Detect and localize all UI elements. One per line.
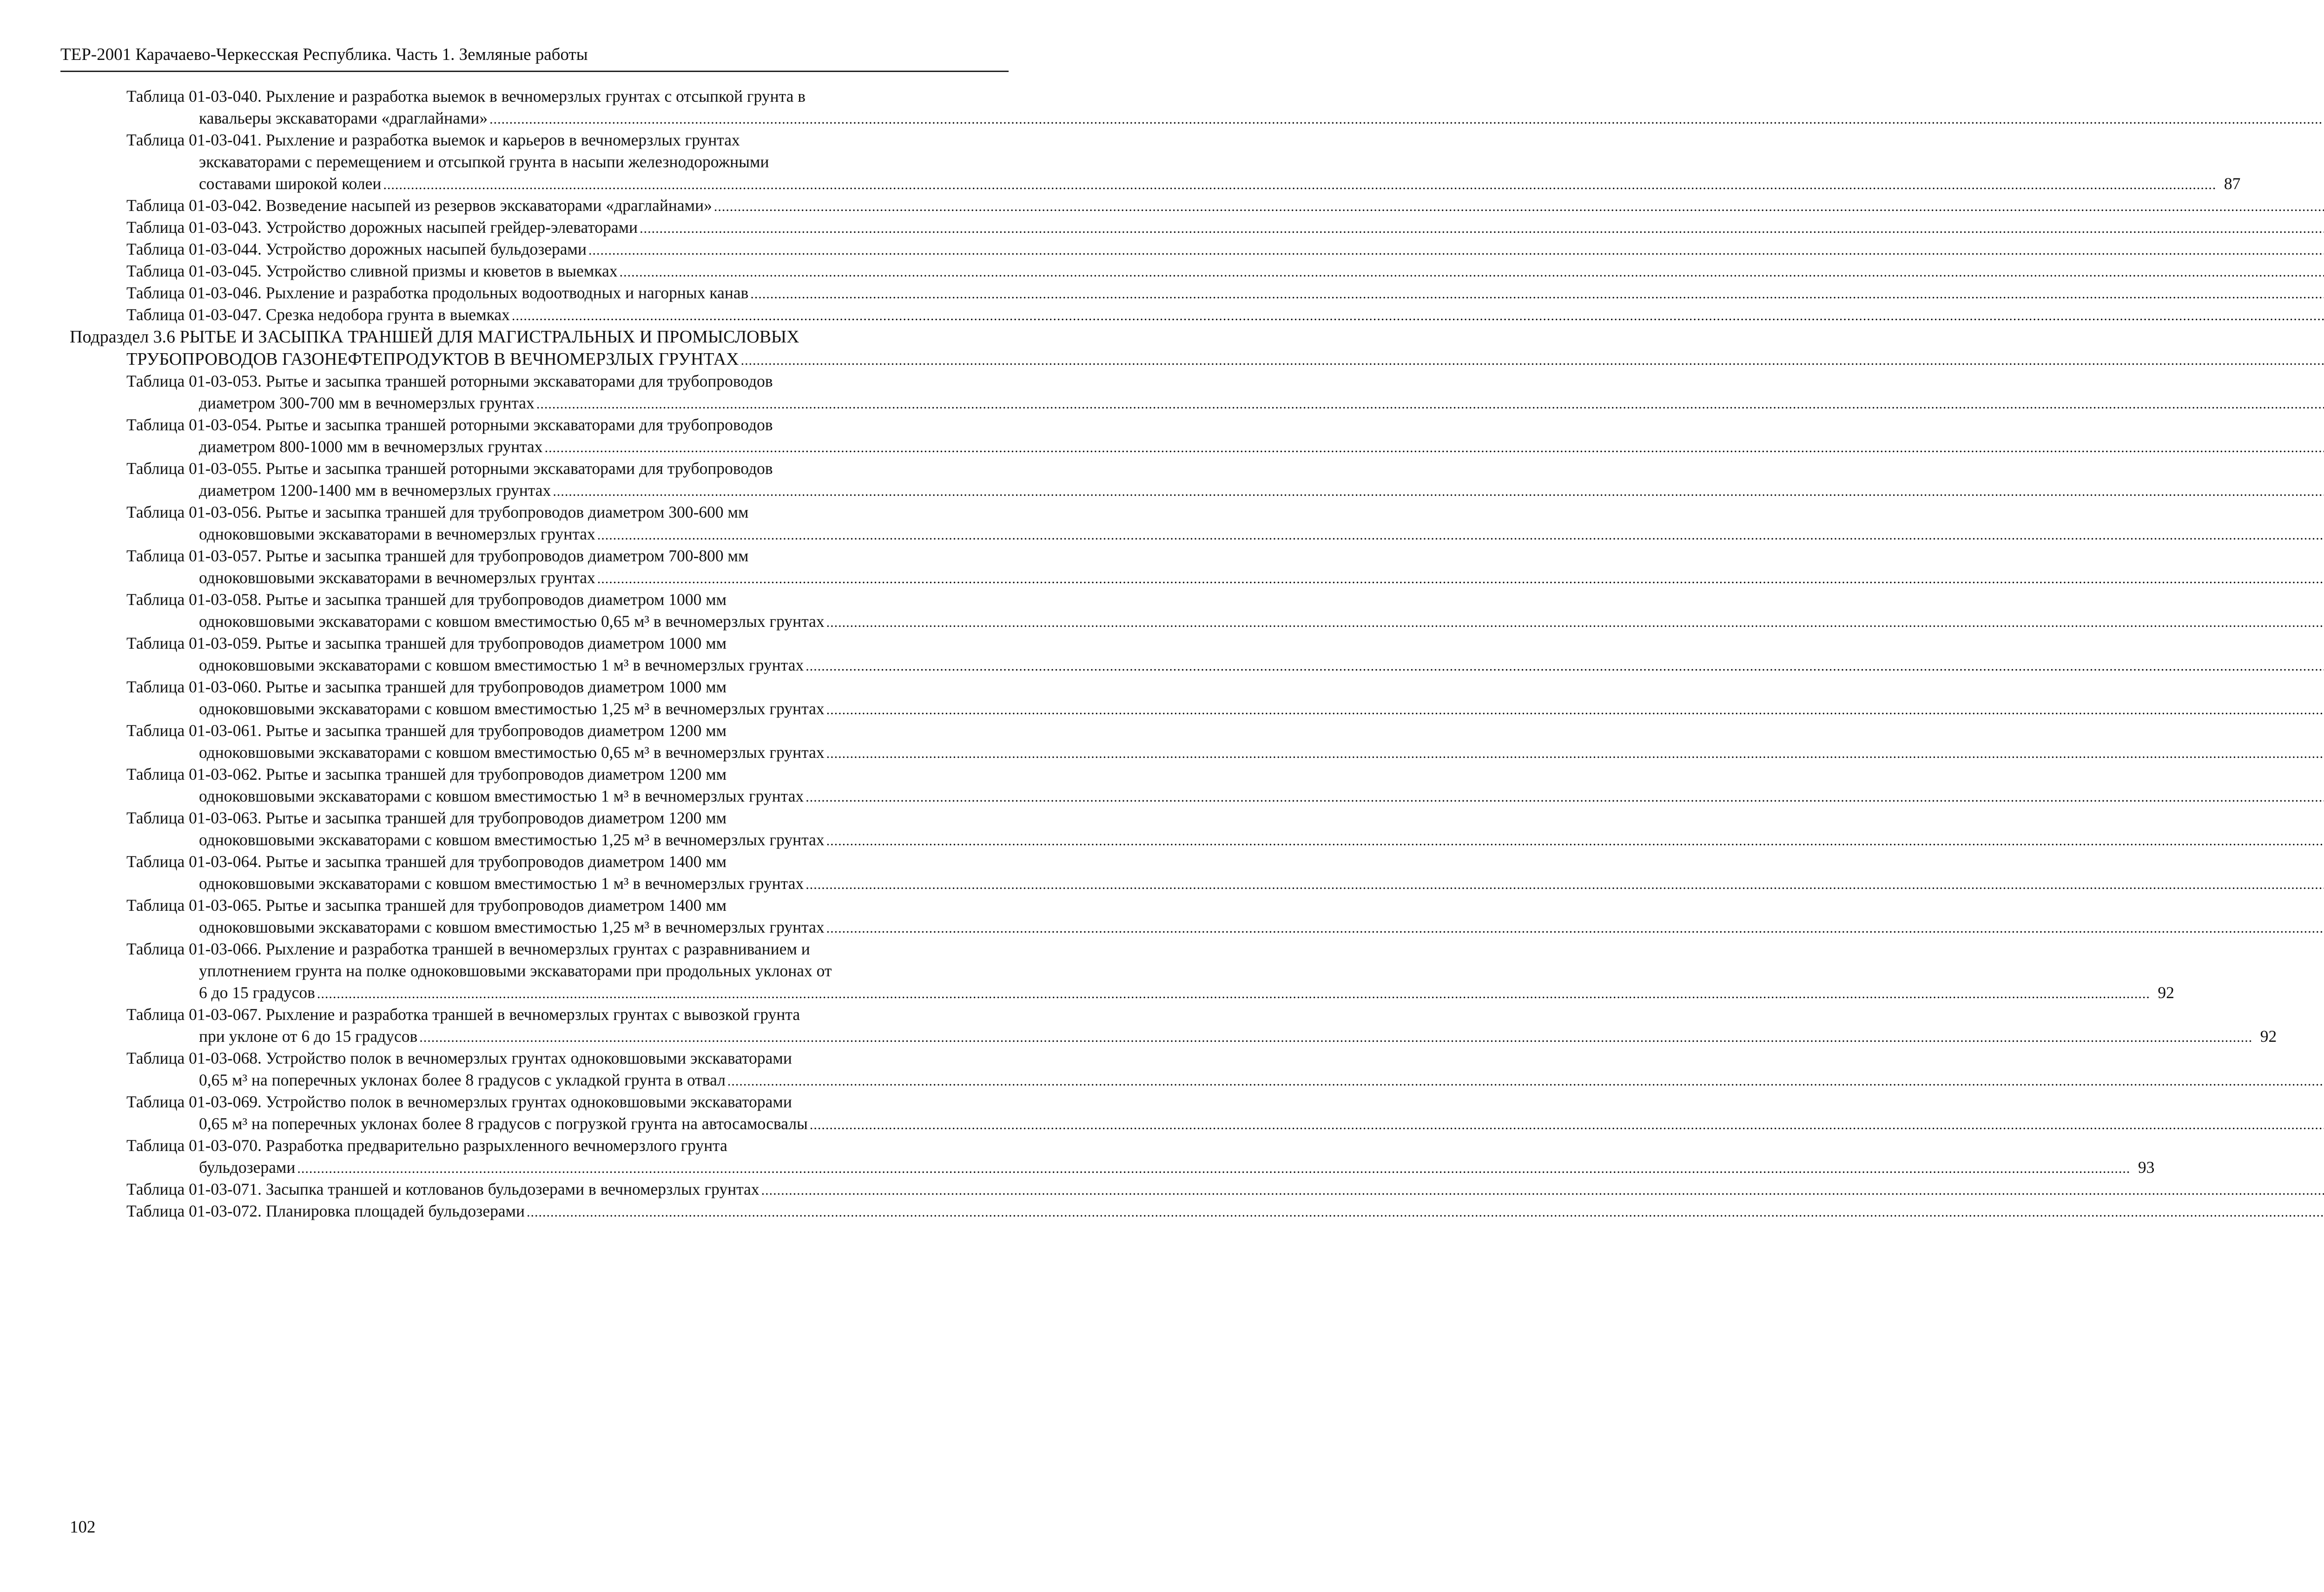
dot-leader (620, 261, 2324, 283)
toc-entry-line (0, 480, 1203, 501)
toc-table-entry[interactable] (0, 1004, 2277, 1047)
toc-entry-text: диаметром 300-700 мм в вечномерзлых грунтах (199, 394, 535, 412)
dot-leader (826, 612, 2324, 633)
toc-table-entry[interactable] (0, 895, 1098, 938)
toc-entry-line (0, 1157, 2155, 1178)
toc-entry-text: Таблица 01-03-044. Устройство дорожных насыпей бульдозерами (126, 240, 587, 258)
toc-entry-text: ТРУБОПРОВОДОВ ГАЗОНЕФТЕПРОДУКТОВ В ВЕЧНОМЕРЗЛЫХ ГРУНТАХ (126, 349, 739, 369)
toc-entry-text: Таблица 01-03-070. Разработка предварительно разрыхленного вечномерзлого грунта (126, 1136, 727, 1155)
toc-table-entry[interactable] (0, 1200, 1098, 1222)
toc-table-entry[interactable] (0, 1135, 2155, 1178)
dot-leader (750, 283, 2324, 305)
dot-leader (588, 239, 2324, 261)
toc-entry-text: Таблица 01-03-046. Рыхление и разработка продольных водоотводных и нагорных канав (126, 283, 749, 302)
toc-table-entry[interactable] (0, 129, 2241, 195)
toc-entry-line (0, 151, 1098, 173)
toc-entry-line (0, 370, 1098, 392)
toc-entry-text: составами широкой колеи (199, 174, 382, 193)
toc-entry-text: Таблица 01-03-066. Рыхление и разработка траншей в вечномерзлых грунтах с разравниванием и (126, 940, 810, 958)
toc-entry-line (0, 195, 1130, 217)
toc-entry-line (0, 720, 1098, 742)
toc-entry-text: Таблица 01-03-063. Рытье и засыпка траншей для трубопроводов диаметром 1200 мм (126, 809, 727, 827)
dot-leader (597, 524, 2324, 546)
toc-table-entry[interactable] (0, 217, 1098, 238)
toc-entry-line (0, 676, 1098, 698)
toc-table-entry[interactable] (0, 851, 1098, 895)
toc-entry-text: Таблица 01-03-047. Срезка недобора грунта в выемках (126, 305, 510, 324)
toc-entry-text: Подраздел 3.6 РЫТЬЕ И ЗАСЫПКА ТРАНШЕЙ ДЛЯ МАГИСТРАЛЬНЫХ И ПРОМЫСЛОВЫХ (70, 327, 799, 347)
toc-entry-text: Таблица 01-03-062. Рытье и засыпка траншей для трубопроводов диаметром 1200 мм (126, 765, 727, 783)
toc-entry-text: бульдозерами (199, 1158, 296, 1177)
toc-entry-line (0, 632, 1098, 654)
toc-table-entry[interactable] (0, 458, 1098, 501)
toc-entry-text: уплотнением грунта на полке одноковшовыми экскаваторами при продольных уклонах от (199, 961, 832, 980)
dot-leader (810, 1114, 2324, 1136)
toc-entry-line (0, 217, 1130, 238)
toc-entry-text: Таблица 01-03-045. Устройство сливной призмы и кюветов в выемках (126, 262, 618, 280)
toc-entry-text: при уклоне от 6 до 15 градусов (199, 1027, 418, 1046)
toc-entry-line (0, 107, 1203, 129)
toc-table-entry[interactable] (0, 260, 1098, 282)
toc-entry-text: Таблица 01-03-068. Устройство полок в вечномерзлых грунтах одноковшовыми экскаваторами (126, 1049, 792, 1067)
toc-entry-line (0, 763, 1098, 785)
toc-entry-line (0, 458, 1098, 480)
toc-entry-text: Таблица 01-03-041. Рыхление и разработка выемок и карьеров в вечномерзлых грунтах (126, 131, 740, 149)
toc-entry-text: диаметром 1200-1400 мм в вечномерзлых грунтах (199, 481, 551, 500)
toc-entry-line (0, 873, 1203, 895)
dot-leader (640, 217, 2324, 239)
toc-entry-line (0, 129, 1098, 151)
dot-leader (826, 743, 2324, 764)
toc-entry-text: Таблица 01-03-053. Рытье и засыпка траншей роторными экскаваторами для трубопроводов (126, 372, 773, 390)
toc-table-entry[interactable] (0, 676, 1098, 720)
toc-entry-text: Таблица 01-03-065. Рытье и засыпка траншей для трубопроводов диаметром 1400 мм (126, 896, 727, 914)
toc-entry-line (0, 742, 1203, 763)
dot-leader (714, 196, 2324, 217)
toc-table-entry[interactable] (0, 501, 1098, 545)
toc-entry-text: Таблица 01-03-042. Возведение насыпей из резервов экскаваторами «драглайнами» (126, 196, 712, 215)
toc-entry-text: одноковшовыми экскаваторами с ковшом вместимостью 1,25 м³ в вечномерзлых грунтах (199, 699, 825, 718)
dot-leader (805, 786, 2324, 808)
toc-table-entry[interactable] (0, 304, 1098, 326)
dot-leader (761, 1179, 2324, 1201)
toc-entry-text: Таблица 01-03-072. Планировка площадей бульдозерами (126, 1202, 525, 1220)
toc-entry-line (0, 1026, 2277, 1047)
toc-entry-text: 0,65 м³ на поперечных уклонах более 8 градусов с укладкой грунта в отвал (199, 1071, 726, 1089)
toc-entry-text: Таблица 01-03-054. Рытье и засыпка траншей роторными экскаваторами для трубопроводов (126, 415, 773, 434)
toc-entry-text: экскаваторами с перемещением и отсыпкой грунта в насыпи железнодорожными (199, 152, 769, 171)
toc-entry-line (0, 1069, 1203, 1091)
toc-page-number: 92 (2158, 983, 2174, 1002)
toc-entry-text: одноковшовыми экскаваторами с ковшом вместимостью 1 м³ в вечномерзлых грунтах (199, 656, 804, 674)
toc-table-entry[interactable] (0, 1047, 1098, 1091)
toc-entry-text: одноковшовыми экскаваторами с ковшом вместимостью 1,25 м³ в вечномерзлых грунтах (199, 830, 825, 849)
toc-table-entry[interactable] (0, 1091, 1098, 1135)
dot-leader (553, 480, 2324, 502)
toc-entry-line (0, 523, 1203, 545)
toc-table-entry[interactable] (0, 545, 1098, 589)
toc-table-entry[interactable] (0, 938, 2174, 1004)
toc-entry-line (0, 348, 1130, 370)
toc-entry-line (0, 829, 1203, 851)
toc-entry-line (0, 916, 1203, 938)
dot-leader (826, 699, 2324, 721)
toc-entry-line (0, 611, 1203, 632)
toc-entry-line (0, 304, 1130, 326)
toc-entry-text: одноковшовыми экскаваторами с ковшом вместимостью 1 м³ в вечномерзлых грунтах (199, 874, 804, 893)
toc-entry-line (0, 1178, 1130, 1200)
toc-entry-line (0, 785, 1203, 807)
dot-leader (727, 1070, 2324, 1092)
toc-table-entry[interactable] (0, 807, 1098, 851)
toc-entry-line (0, 282, 1130, 304)
toc-table-entry[interactable] (0, 1178, 1098, 1200)
page-header: ТЕР-2001 Карачаево-Черкесская Республика. Часть 1. Земляные работы (60, 45, 588, 64)
toc-entry-text: Таблица 01-03-061. Рытье и засыпка траншей для трубопроводов диаметром 1200 мм (126, 721, 727, 740)
toc-table-entry[interactable] (0, 195, 1098, 217)
toc-entry-text: Таблица 01-03-056. Рытье и засыпка траншей для трубопроводов диаметром 300-600 мм (126, 503, 749, 521)
toc-entry-line (0, 851, 1098, 873)
toc-page-number: 87 (2224, 174, 2241, 193)
dot-leader (527, 1201, 2324, 1223)
toc-table-entry[interactable] (0, 589, 1098, 632)
toc-page-number: 92 (2260, 1027, 2277, 1046)
dot-leader (536, 393, 2324, 415)
toc-table-entry[interactable] (0, 763, 1098, 807)
toc-section-entry[interactable] (0, 326, 1098, 370)
toc-entry-line (0, 392, 1203, 414)
toc-entry-line (0, 1091, 1098, 1113)
dot-leader (297, 1158, 2130, 1179)
toc-entry-line (0, 545, 1098, 567)
toc-entry-text: Таблица 01-03-058. Рытье и засыпка траншей для трубопроводов диаметром 1000 мм (126, 590, 727, 609)
toc-entry-text: одноковшовыми экскаваторами с ковшом вместимостью 1 м³ в вечномерзлых грунтах (199, 787, 804, 805)
toc-entry-text: Таблица 01-03-055. Рытье и засыпка траншей роторными экскаваторами для трубопроводов (126, 459, 773, 478)
toc-entry-text: Таблица 01-03-060. Рытье и засыпка траншей для трубопроводов диаметром 1000 мм (126, 678, 727, 696)
dot-leader (741, 349, 2324, 372)
toc-entry-text: Таблица 01-03-040. Рыхление и разработка выемок в вечномерзлых грунтах с отсыпкой грунта в (126, 87, 805, 105)
toc-entry-line (0, 326, 1098, 348)
toc-entry-line (0, 173, 2241, 195)
toc-entry-line (0, 982, 2174, 1004)
toc-entry-line (0, 960, 1098, 982)
toc-entry-text: одноковшовыми экскаваторами с ковшом вместимостью 1,25 м³ в вечномерзлых грунтах (199, 918, 825, 936)
toc-entry-text: одноковшовыми экскаваторами в вечномерзлых грунтах (199, 525, 595, 543)
toc-entry-line (0, 1135, 1098, 1157)
page-number: 102 (70, 1518, 96, 1537)
toc-entry-text: одноковшовыми экскаваторами с ковшом вместимостью 0,65 м³ в вечномерзлых грунтах (199, 743, 825, 762)
toc-entry-text: Таблица 01-03-067. Рыхление и разработка траншей в вечномерзлых грунтах с вывозкой грунта (126, 1005, 800, 1024)
toc-entry-text: Таблица 01-03-071. Засыпка траншей и котлованов бульдозерами в вечномерзлых грунтах (126, 1180, 759, 1198)
dot-leader (545, 437, 2324, 459)
toc-entry-line (0, 589, 1098, 611)
toc-entry-line (0, 654, 1203, 676)
toc-entry-line (0, 567, 1203, 589)
toc-entry-line (0, 807, 1098, 829)
toc-table-entry[interactable] (0, 370, 1098, 414)
toc-table-entry[interactable] (0, 238, 1098, 260)
toc-table-entry[interactable] (0, 414, 1098, 458)
toc-entry-text: 0,65 м³ на поперечных уклонах более 8 градусов с погрузкой грунта на автосамосвалы (199, 1114, 808, 1133)
dot-leader (805, 874, 2324, 895)
toc-table-entry[interactable] (0, 720, 1098, 763)
toc-entry-line (0, 260, 1130, 282)
toc-entry-text: кавальеры экскаваторами «драглайнами» (199, 109, 488, 127)
toc-entry-line (0, 1113, 1203, 1135)
toc-entry-line (0, 414, 1098, 436)
toc-entry-text: 6 до 15 градусов (199, 983, 315, 1002)
dot-leader (805, 655, 2324, 677)
toc-entry-line (0, 1004, 1098, 1026)
toc-entry-line (0, 698, 1203, 720)
toc-entry-line (0, 238, 1130, 260)
table-of-contents (0, 86, 2277, 1222)
toc-entry-text: Таблица 01-03-043. Устройство дорожных насыпей грейдер-элеваторами (126, 218, 638, 237)
toc-entry-line (0, 1200, 1130, 1222)
toc-page-number: 93 (2138, 1158, 2155, 1177)
toc-entry-text: Таблица 01-03-057. Рытье и засыпка траншей для трубопроводов диаметром 700-800 мм (126, 546, 749, 565)
toc-entry-text: одноковшовыми экскаваторами в вечномерзлых грунтах (199, 568, 595, 587)
toc-entry-text: диаметром 800-1000 мм в вечномерзлых грунтах (199, 437, 543, 456)
toc-entry-text: Таблица 01-03-069. Устройство полок в вечномерзлых грунтах одноковшовыми экскаваторами (126, 1092, 792, 1111)
toc-entry-line (0, 86, 1098, 107)
dot-leader (826, 917, 2324, 939)
dot-leader (419, 1026, 2252, 1048)
dot-leader (826, 830, 2324, 852)
toc-entry-line (0, 938, 1098, 960)
dot-leader (317, 983, 2150, 1005)
dot-leader (597, 568, 2324, 590)
toc-table-entry[interactable] (0, 632, 1098, 676)
toc-table-entry[interactable] (0, 282, 1098, 304)
toc-entry-text: Таблица 01-03-059. Рытье и засыпка траншей для трубопроводов диаметром 1000 мм (126, 634, 727, 652)
toc-entry-line (0, 501, 1098, 523)
dot-leader (383, 174, 2216, 196)
toc-table-entry[interactable] (0, 86, 1098, 129)
toc-entry-line (0, 895, 1098, 916)
toc-entry-text: одноковшовыми экскаваторами с ковшом вместимостью 0,65 м³ в вечномерзлых грунтах (199, 612, 825, 631)
dot-leader (512, 305, 2324, 327)
toc-entry-line (0, 436, 1203, 458)
toc-entry-text: Таблица 01-03-064. Рытье и засыпка траншей для трубопроводов диаметром 1400 мм (126, 852, 727, 871)
header-divider (60, 71, 1009, 72)
toc-entry-line (0, 1047, 1098, 1069)
dot-leader (489, 108, 2323, 130)
